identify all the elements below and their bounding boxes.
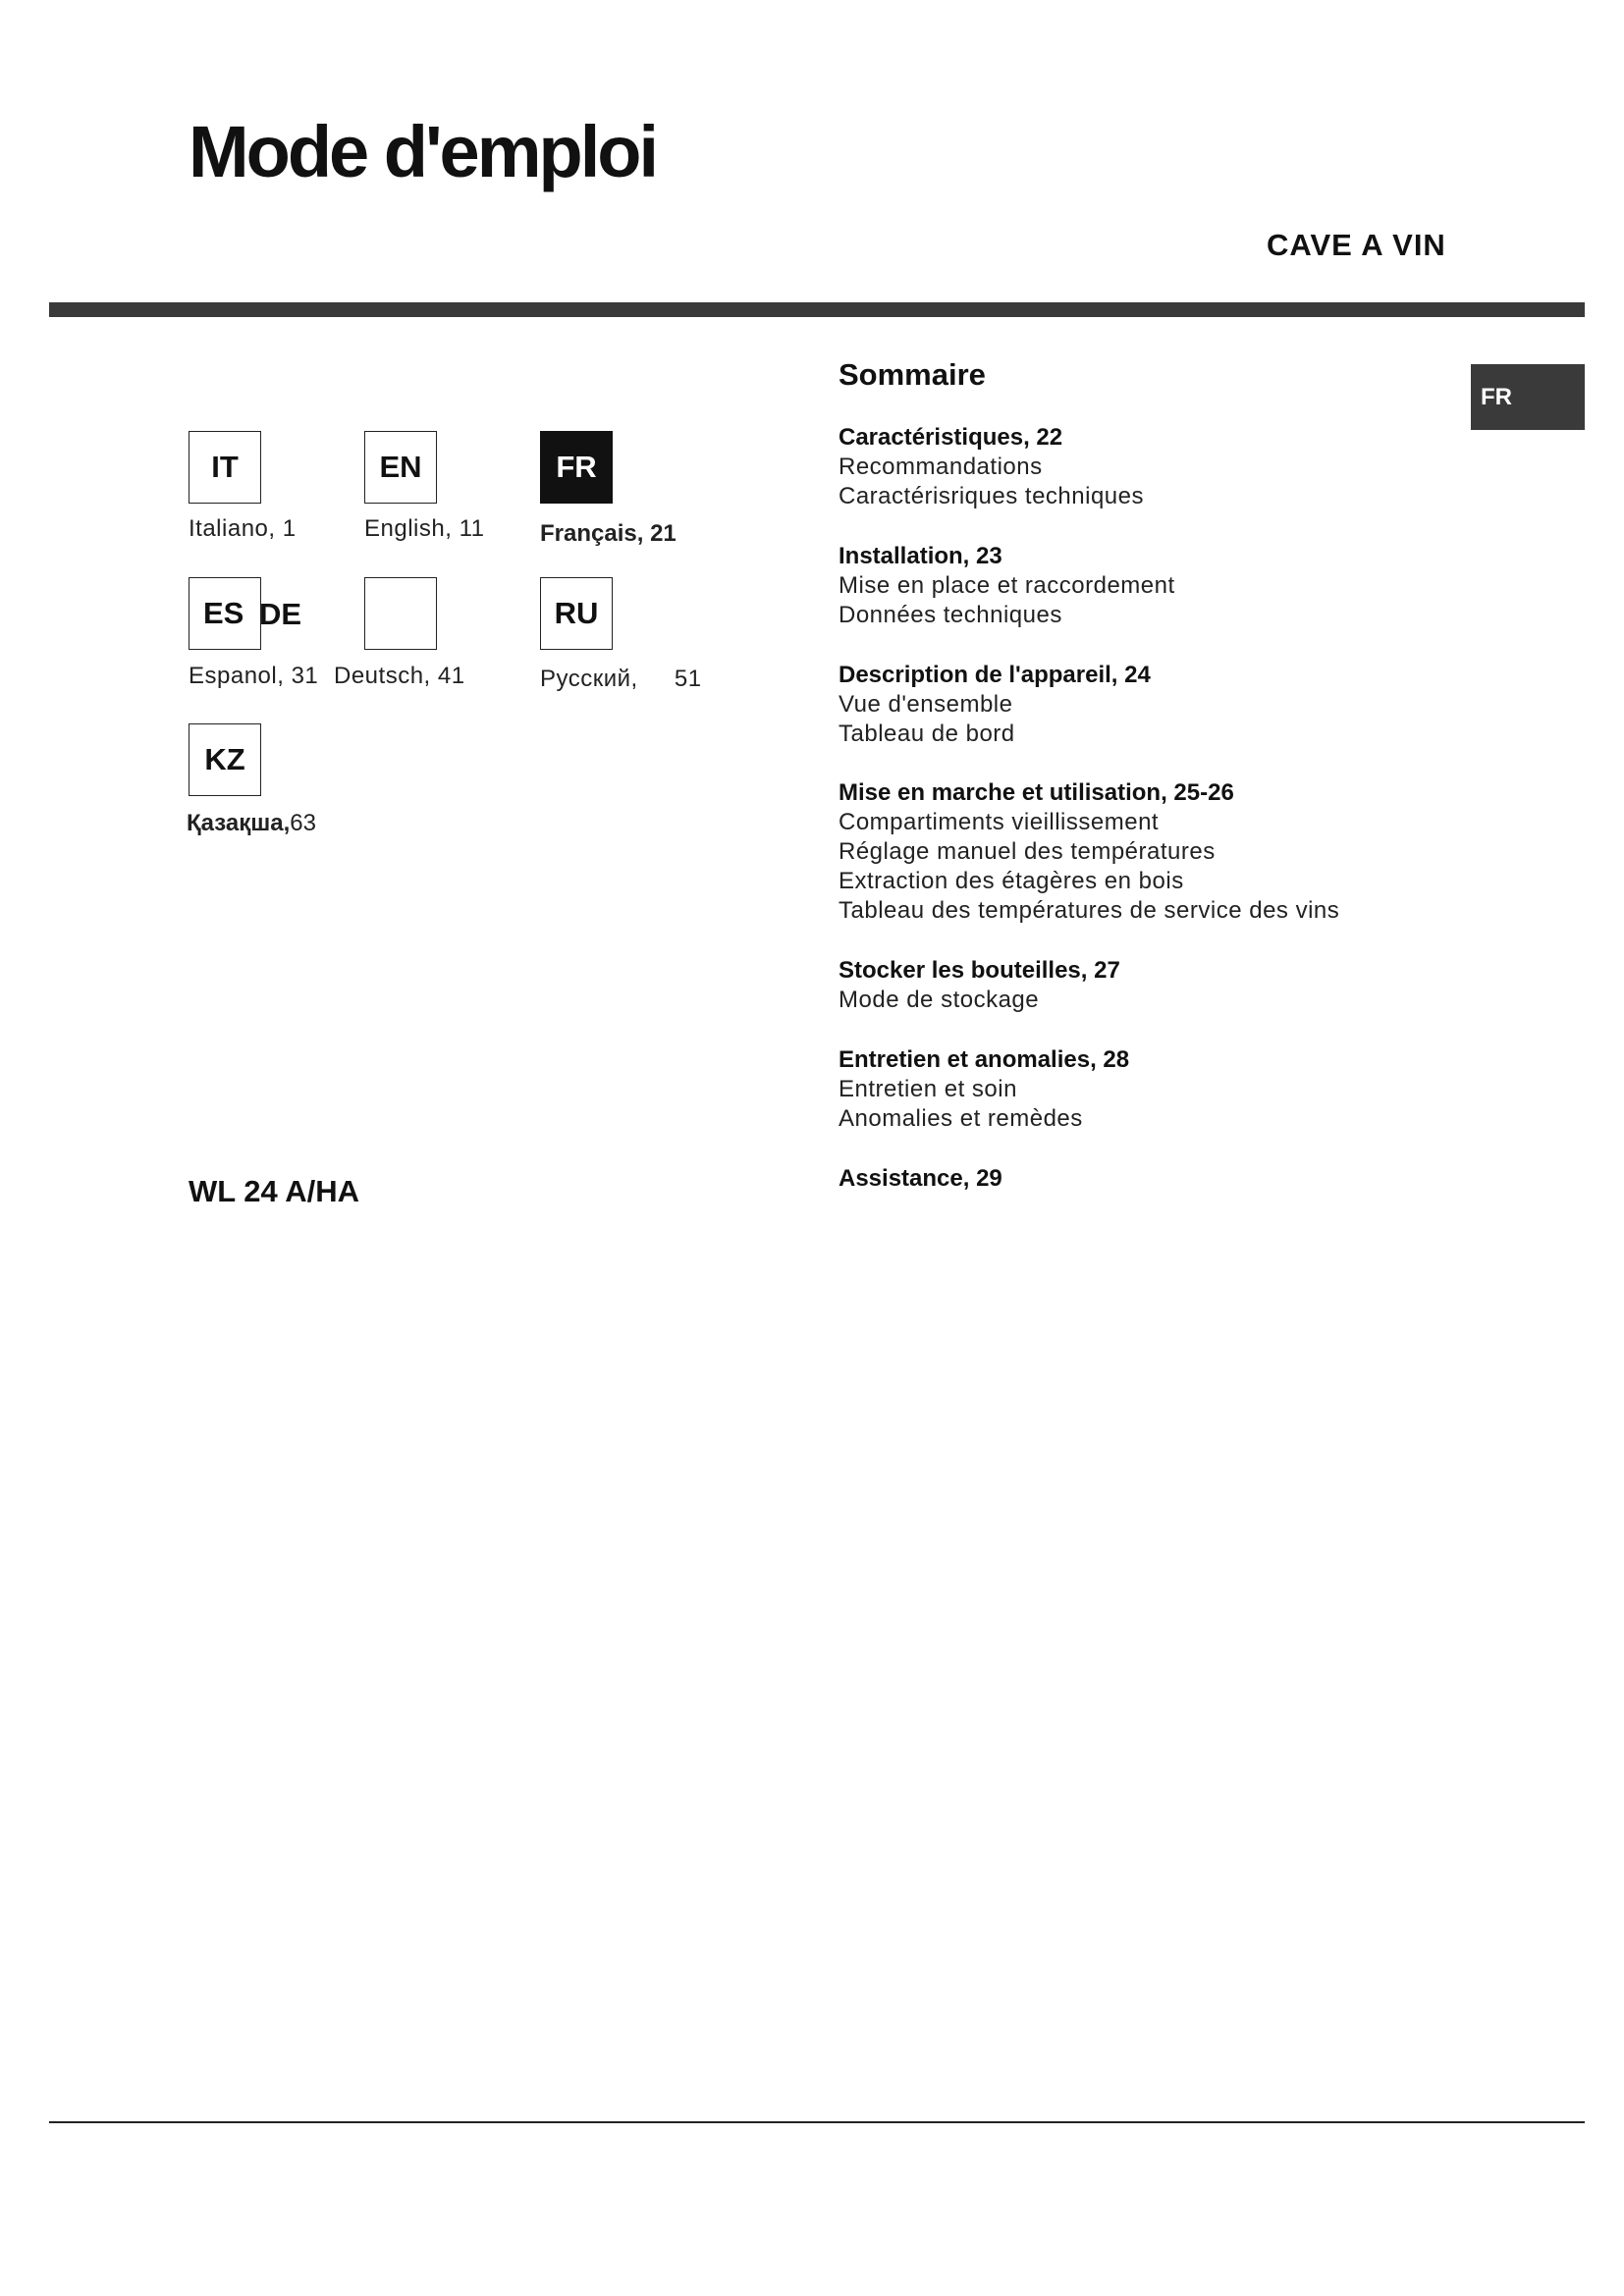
lang-box-en[interactable]: EN (364, 431, 437, 504)
toc-section-title[interactable]: Caractéristiques, 22 (839, 424, 1063, 451)
lang-name-kz: Қазақша, (187, 810, 291, 836)
lang-box-ru[interactable]: RU (540, 577, 613, 650)
toc-item[interactable]: Vue d'ensemble (839, 691, 1013, 718)
toc-section (839, 1045, 1467, 1134)
lang-label-ru[interactable] (540, 666, 702, 693)
lang-name-fr: Français, (540, 520, 644, 547)
lang-name-ru: Русский, (540, 666, 638, 692)
toc-item[interactable]: Extraction des étagères en bois (839, 868, 1184, 894)
lang-page-ru: 51 (674, 666, 702, 692)
toc-section-title[interactable]: Stocker les bouteilles, 27 (839, 957, 1120, 984)
lang-page-kz: 63 (290, 810, 316, 836)
lang-page-de: 41 (437, 663, 465, 689)
toc-section-title[interactable]: Description de l'appareil, 24 (839, 662, 1151, 688)
toc-item[interactable]: Tableau des températures de service des vins (839, 897, 1340, 924)
lang-label-en[interactable] (364, 515, 484, 543)
lang-label-kz[interactable] (187, 810, 316, 837)
lang-page-en: 11 (459, 515, 485, 542)
toc-item[interactable]: Données techniques (839, 602, 1062, 628)
toc-item[interactable]: Mode de stockage (839, 987, 1040, 1013)
lang-name-en: English, (364, 515, 453, 542)
lang-name-es: Espanol, (189, 663, 285, 689)
toc-item[interactable]: Tableau de bord (839, 721, 1015, 747)
lang-page-es: 31 (291, 663, 319, 689)
lang-page-it: 1 (282, 515, 297, 542)
toc-section-title[interactable]: Assistance, 29 (839, 1165, 1002, 1192)
model-number: WL 24 A/HA (189, 1174, 359, 1208)
lang-box-fr[interactable]: FR (540, 431, 613, 504)
toc-heading: Sommaire (839, 357, 986, 392)
toc-section (839, 542, 1467, 630)
lang-label-it[interactable] (189, 515, 297, 543)
lang-box-es[interactable]: ES (189, 577, 261, 650)
toc-section-title[interactable]: Installation, 23 (839, 543, 1002, 569)
lang-name-de: Deutsch, (334, 663, 431, 689)
language-side-tab: FR (1471, 364, 1585, 430)
lang-code-de: DE (259, 597, 302, 631)
lang-label-es[interactable] (189, 663, 318, 690)
toc-item[interactable]: Mise en place et raccordement (839, 572, 1175, 599)
document-title: Mode d'emploi (189, 111, 657, 192)
toc-section (839, 423, 1467, 511)
toc-item[interactable]: Caractérisriques techniques (839, 483, 1144, 509)
lang-box-de[interactable] (364, 577, 437, 650)
lang-page-fr: 21 (650, 520, 677, 547)
toc-section (839, 778, 1467, 926)
toc-item[interactable]: Entretien et soin (839, 1076, 1017, 1102)
lang-label-fr[interactable] (540, 520, 677, 548)
toc-section-title[interactable]: Mise en marche et utilisation, 25-26 (839, 779, 1234, 806)
toc-section (839, 661, 1467, 749)
toc-section (839, 956, 1467, 1015)
toc-item[interactable]: Recommandations (839, 454, 1043, 480)
lang-label-de[interactable] (334, 663, 465, 690)
toc-item[interactable]: Réglage manuel des températures (839, 838, 1216, 865)
footer-divider (49, 2121, 1585, 2123)
toc-section-title[interactable]: Entretien et anomalies, 28 (839, 1046, 1130, 1073)
toc-item[interactable]: Anomalies et remèdes (839, 1105, 1083, 1132)
lang-box-it[interactable]: IT (189, 431, 261, 504)
toc-section (839, 1164, 1467, 1194)
toc-item[interactable]: Compartiments vieillissement (839, 809, 1160, 835)
header-divider-bar (49, 302, 1585, 317)
product-type: CAVE A VIN (1267, 228, 1446, 262)
lang-box-kz[interactable]: KZ (189, 723, 261, 796)
lang-name-it: Italiano, (189, 515, 276, 542)
